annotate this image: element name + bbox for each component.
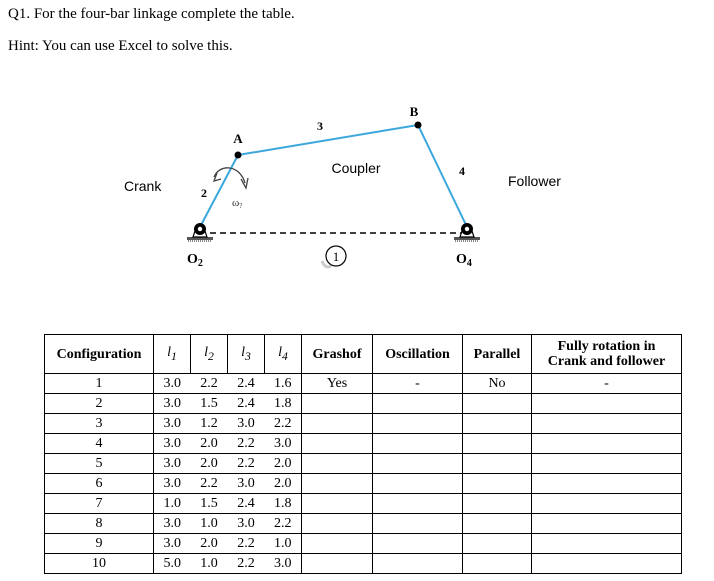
- table-row: [45, 374, 682, 394]
- cell-l3: 2.4: [228, 494, 265, 514]
- omega-label: ω?: [232, 197, 243, 210]
- cell-l1: 3.0: [154, 534, 191, 554]
- cell-l3: 2.4: [228, 394, 265, 414]
- cell-l1: 3.0: [154, 394, 191, 414]
- ground-o2-label: $O_2$: [187, 252, 203, 269]
- joint-a: [235, 152, 242, 159]
- cell-l1: 3.0: [154, 374, 191, 394]
- cell-l1: 3.0: [154, 434, 191, 454]
- cell-oscillation[interactable]: [373, 494, 463, 514]
- point-a-label: A: [233, 131, 243, 146]
- table-row: [45, 534, 682, 554]
- cell-l4: 1.0: [265, 534, 302, 554]
- table-row: [45, 454, 682, 474]
- header-configuration: Configuration: [45, 335, 154, 374]
- cell-grashof[interactable]: [302, 494, 373, 514]
- cell-l2: 1.5: [191, 394, 228, 414]
- cell-l2: 2.2: [191, 474, 228, 494]
- cell-oscillation[interactable]: [373, 434, 463, 454]
- cell-oscillation[interactable]: [373, 534, 463, 554]
- cell-parallel[interactable]: [463, 394, 532, 414]
- ground-pivot-o2-icon: [187, 223, 213, 241]
- cell-config: 8: [45, 514, 154, 534]
- cell-oscillation[interactable]: [373, 454, 463, 474]
- cell-grashof[interactable]: [302, 534, 373, 554]
- cell-parallel[interactable]: [463, 474, 532, 494]
- cell-l2: 2.2: [191, 374, 228, 394]
- cell-l4: 1.8: [265, 494, 302, 514]
- cell-l4: 1.6: [265, 374, 302, 394]
- cell-l3: 3.0: [228, 414, 265, 434]
- cell-l2: 2.0: [191, 434, 228, 454]
- cell-l2: 2.0: [191, 454, 228, 474]
- cell-parallel[interactable]: No: [463, 374, 532, 394]
- cell-full-rotation[interactable]: [532, 554, 682, 574]
- cell-l4: 2.2: [265, 414, 302, 434]
- header-parallel: Parallel: [463, 335, 532, 374]
- cell-parallel[interactable]: [463, 454, 532, 474]
- cell-full-rotation[interactable]: [532, 474, 682, 494]
- cell-l3: 2.2: [228, 534, 265, 554]
- cell-oscillation[interactable]: [373, 394, 463, 414]
- ground-pivot-o4-icon: [454, 223, 480, 241]
- cell-full-rotation[interactable]: -: [532, 374, 682, 394]
- cell-config: 7: [45, 494, 154, 514]
- cell-l2: 1.0: [191, 554, 228, 574]
- cell-oscillation[interactable]: [373, 414, 463, 434]
- cell-parallel[interactable]: [463, 494, 532, 514]
- cell-l1: 3.0: [154, 514, 191, 534]
- cell-config: 6: [45, 474, 154, 494]
- linkage-configuration-table: [44, 334, 682, 574]
- cell-grashof[interactable]: [302, 554, 373, 574]
- cell-full-rotation[interactable]: [532, 414, 682, 434]
- cell-l3: 2.4: [228, 374, 265, 394]
- cell-grashof[interactable]: [302, 514, 373, 534]
- cell-full-rotation[interactable]: [532, 514, 682, 534]
- point-b-label: B: [409, 104, 419, 119]
- header-grashof: Grashof: [302, 335, 373, 374]
- cell-l2: 1.2: [191, 414, 228, 434]
- cell-l1: 5.0: [154, 554, 191, 574]
- cell-l3: 2.2: [228, 454, 265, 474]
- header-l4: $l_4$: [265, 335, 302, 374]
- cell-full-rotation[interactable]: [532, 434, 682, 454]
- cell-config: 10: [45, 554, 154, 574]
- table-row: [45, 514, 682, 534]
- cell-config: 1: [45, 374, 154, 394]
- cell-full-rotation[interactable]: [532, 494, 682, 514]
- table-row: [45, 394, 682, 414]
- cell-l4: 2.2: [265, 514, 302, 534]
- ground-link-number: 1: [332, 249, 340, 264]
- header-oscillation: Oscillation: [373, 335, 463, 374]
- cell-l2: 1.0: [191, 514, 228, 534]
- question-title: Q1. For the four-bar linkage complete the table.: [8, 6, 295, 22]
- table-row: [45, 434, 682, 454]
- cell-grashof[interactable]: [302, 434, 373, 454]
- cell-config: 4: [45, 434, 154, 454]
- cell-parallel[interactable]: [463, 514, 532, 534]
- cell-full-rotation[interactable]: [532, 394, 682, 414]
- cell-oscillation[interactable]: [373, 474, 463, 494]
- cell-l1: 1.0: [154, 494, 191, 514]
- header-full-rotation: Fully rotation in Crank and follower: [532, 335, 682, 374]
- table-row: [45, 414, 682, 434]
- ground-link-number-badge: [322, 246, 346, 267]
- cell-l1: 3.0: [154, 454, 191, 474]
- four-bar-linkage-diagram: [0, 95, 714, 280]
- cell-l1: 3.0: [154, 414, 191, 434]
- ground-o4-label: $O_4$: [456, 252, 472, 269]
- cell-config: 5: [45, 454, 154, 474]
- cell-grashof[interactable]: [302, 454, 373, 474]
- cell-parallel[interactable]: [463, 534, 532, 554]
- cell-config: 2: [45, 394, 154, 414]
- cell-l3: 2.2: [228, 554, 265, 574]
- table-row: [45, 554, 682, 574]
- cell-config: 3: [45, 414, 154, 434]
- link-3-number: 3: [317, 119, 323, 133]
- table-row: [45, 474, 682, 494]
- cell-grashof[interactable]: [302, 414, 373, 434]
- cell-full-rotation[interactable]: [532, 454, 682, 474]
- cell-config: 9: [45, 534, 154, 554]
- cell-l2: 2.0: [191, 534, 228, 554]
- crank-label: Crank: [124, 178, 162, 194]
- header-l2: $l_2$: [191, 335, 228, 374]
- cell-l3: 3.0: [228, 474, 265, 494]
- cell-full-rotation[interactable]: [532, 534, 682, 554]
- angular-velocity-arrow-icon: [214, 168, 248, 188]
- header-l1: $l_1$: [154, 335, 191, 374]
- cell-oscillation[interactable]: -: [373, 374, 463, 394]
- cell-l4: 2.0: [265, 454, 302, 474]
- cell-l4: 2.0: [265, 474, 302, 494]
- link-2-number: 2: [201, 186, 207, 200]
- joint-b: [415, 122, 422, 129]
- link-3-coupler: [238, 125, 418, 155]
- link-4-number: 4: [459, 164, 465, 178]
- cell-l4: 3.0: [265, 554, 302, 574]
- question-hint: Hint: You can use Excel to solve this.: [8, 38, 233, 54]
- cell-l3: 3.0: [228, 514, 265, 534]
- cell-oscillation[interactable]: [373, 514, 463, 534]
- cell-grashof[interactable]: [302, 474, 373, 494]
- cell-l4: 3.0: [265, 434, 302, 454]
- header-l3: $l_3$: [228, 335, 265, 374]
- cell-oscillation[interactable]: [373, 554, 463, 574]
- cell-l2: 1.5: [191, 494, 228, 514]
- table-row: [45, 494, 682, 514]
- cell-grashof[interactable]: Yes: [302, 374, 373, 394]
- cell-l1: 3.0: [154, 474, 191, 494]
- cell-parallel[interactable]: [463, 414, 532, 434]
- follower-label: Follower: [508, 173, 561, 189]
- cell-l4: 1.8: [265, 394, 302, 414]
- cell-parallel[interactable]: [463, 434, 532, 454]
- cell-l3: 2.2: [228, 434, 265, 454]
- cell-grashof[interactable]: [302, 394, 373, 414]
- table-header-row: [45, 335, 682, 374]
- coupler-label: Coupler: [331, 160, 381, 176]
- cell-parallel[interactable]: [463, 554, 532, 574]
